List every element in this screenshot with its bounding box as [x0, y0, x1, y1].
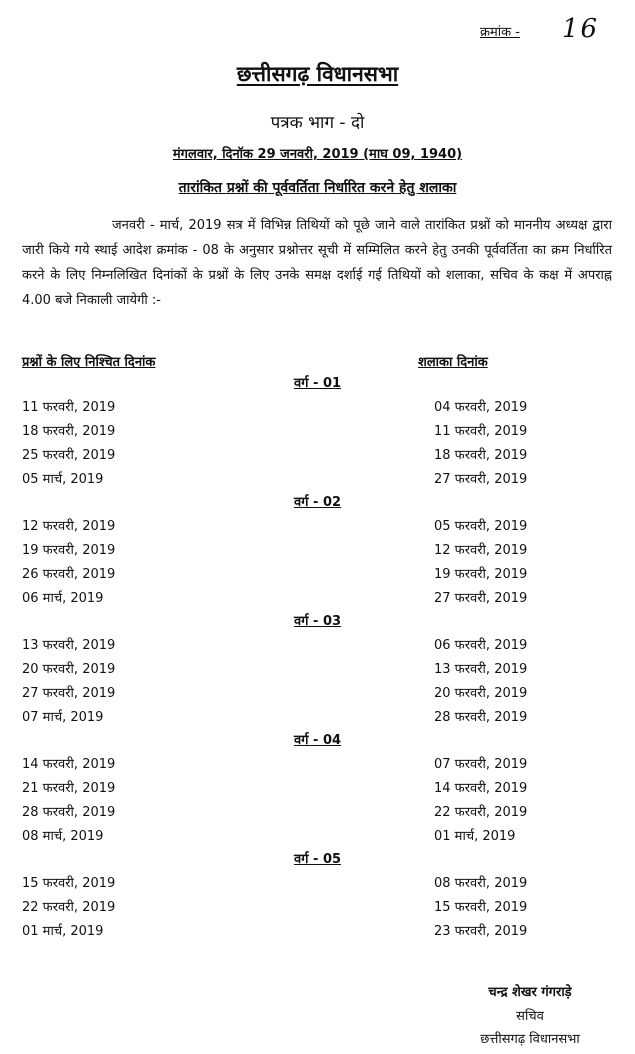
question-date: 18 फरवरी, 2019 [22, 424, 116, 439]
draw-date: 11 फरवरी, 2019 [434, 424, 528, 439]
question-date: 05 मार्च, 2019 [22, 472, 104, 487]
serial-number: 16 [562, 14, 600, 44]
question-date: 12 फरवरी, 2019 [22, 519, 116, 534]
draw-date: 13 फरवरी, 2019 [434, 662, 528, 677]
schedule-row [22, 470, 618, 494]
document-title: छत्तीसगढ़ विधानसभा [236, 62, 399, 86]
section-heading-wrap [0, 178, 635, 197]
schedule-row [22, 660, 618, 684]
signatory-designation: सचिव [516, 1009, 544, 1024]
question-date: 08 मार्च, 2019 [22, 829, 104, 844]
draw-date: 05 फरवरी, 2019 [434, 519, 528, 534]
group-title: वर्ग - 03 [293, 614, 342, 629]
schedule-row [22, 517, 618, 541]
column-header-question-date: प्रश्नों के लिए निश्चित दिनांक [22, 355, 156, 370]
schedule-group [22, 731, 618, 851]
schedule-row [22, 874, 618, 898]
section-heading: तारांकित प्रश्नों की पूर्ववर्तिता निर्धारित करने हेतु शलाका [178, 180, 457, 196]
group-title: वर्ग - 01 [293, 376, 342, 391]
question-date: 07 मार्च, 2019 [22, 710, 104, 725]
draw-date: 28 फरवरी, 2019 [434, 710, 528, 725]
draw-date: 06 फरवरी, 2019 [434, 638, 528, 653]
question-date: 20 फरवरी, 2019 [22, 662, 116, 677]
schedule-group [22, 612, 618, 732]
question-date: 11 फरवरी, 2019 [22, 400, 116, 415]
schedule-row [22, 422, 618, 446]
question-date: 27 फरवरी, 2019 [22, 686, 116, 701]
column-header-draw-date: शलाका दिनांक [418, 355, 488, 370]
draw-date: 08 फरवरी, 2019 [434, 876, 528, 891]
question-date: 06 मार्च, 2019 [22, 591, 104, 606]
dateline-wrap [0, 144, 635, 162]
question-date: 26 फरवरी, 2019 [22, 567, 116, 582]
question-date: 22 फरवरी, 2019 [22, 900, 116, 915]
schedule-row [22, 708, 618, 732]
schedule-row [22, 898, 618, 922]
group-title: वर्ग - 04 [293, 733, 342, 748]
draw-date: 07 फरवरी, 2019 [434, 757, 528, 772]
draw-date: 20 फरवरी, 2019 [434, 686, 528, 701]
draw-date: 27 फरवरी, 2019 [434, 472, 528, 487]
schedule-row [22, 827, 618, 851]
question-date: 25 फरवरी, 2019 [22, 448, 116, 463]
schedule-row [22, 636, 618, 660]
draw-date: 22 फरवरी, 2019 [434, 805, 528, 820]
document-title-wrap [0, 60, 635, 88]
signatory-organization: छत्तीसगढ़ विधानसभा [480, 1032, 580, 1047]
question-date: 28 फरवरी, 2019 [22, 805, 116, 820]
question-date: 15 फरवरी, 2019 [22, 876, 116, 891]
schedule-group [22, 850, 618, 946]
group-title: वर्ग - 02 [293, 495, 342, 510]
schedule-row [22, 779, 618, 803]
schedule-row [22, 684, 618, 708]
schedule-group [22, 493, 618, 613]
schedule-group [22, 374, 618, 494]
dateline: मंगलवार, दिनॉक 29 जनवरी, 2019 (माघ 09, 1940) [172, 147, 463, 162]
document-subtitle: पत्रक भाग - दो [270, 113, 365, 133]
body-paragraph: जनवरी - मार्च, 2019 सत्र में विभिन्न तिथियों को पूछे जाने वाले तारांकित प्रश्नों को माननीय अध्यक्ष द्वारा जारी किये गये स्थाई आदेश क्रमांक - 08 के अनुसार प्रश्नोत्तर सूची में सम्मिलित करने हेतु उनकी पूर्ववर्तिता का क्रम निर्धारित करने के लिए निम्नलिखित दिनांकों के प्रश्नों के लिए उनके समक्ष दर्शाई गई तिथियों को शलाका, सचिव के कक्ष में अपराह्न 4.00 बजे निकाली जायेगी :- [22, 218, 612, 308]
schedule-row [22, 589, 618, 613]
signatory-name: चन्द्र शेखर गंगराड़े [488, 985, 572, 1000]
draw-date: 14 फरवरी, 2019 [434, 781, 528, 796]
question-date: 21 फरवरी, 2019 [22, 781, 116, 796]
schedule-row [22, 541, 618, 565]
draw-date: 18 फरवरी, 2019 [434, 448, 528, 463]
question-date: 13 फरवरी, 2019 [22, 638, 116, 653]
draw-date: 23 फरवरी, 2019 [434, 924, 528, 939]
group-title: वर्ग - 05 [293, 852, 342, 867]
question-date: 01 मार्च, 2019 [22, 924, 104, 939]
draw-date: 12 फरवरी, 2019 [434, 543, 528, 558]
draw-date: 01 मार्च, 2019 [434, 829, 516, 844]
draw-date: 27 फरवरी, 2019 [434, 591, 528, 606]
draw-date: 15 फरवरी, 2019 [434, 900, 528, 915]
schedule-row [22, 565, 618, 589]
question-date: 19 फरवरी, 2019 [22, 543, 116, 558]
draw-date: 19 फरवरी, 2019 [434, 567, 528, 582]
schedule-row [22, 922, 618, 946]
schedule-row [22, 398, 618, 422]
schedule-row [22, 803, 618, 827]
draw-date: 04 फरवरी, 2019 [434, 400, 528, 415]
schedule-row [22, 446, 618, 470]
question-date: 14 फरवरी, 2019 [22, 757, 116, 772]
serial-label: क्रमांक - [480, 25, 520, 40]
schedule-row [22, 755, 618, 779]
